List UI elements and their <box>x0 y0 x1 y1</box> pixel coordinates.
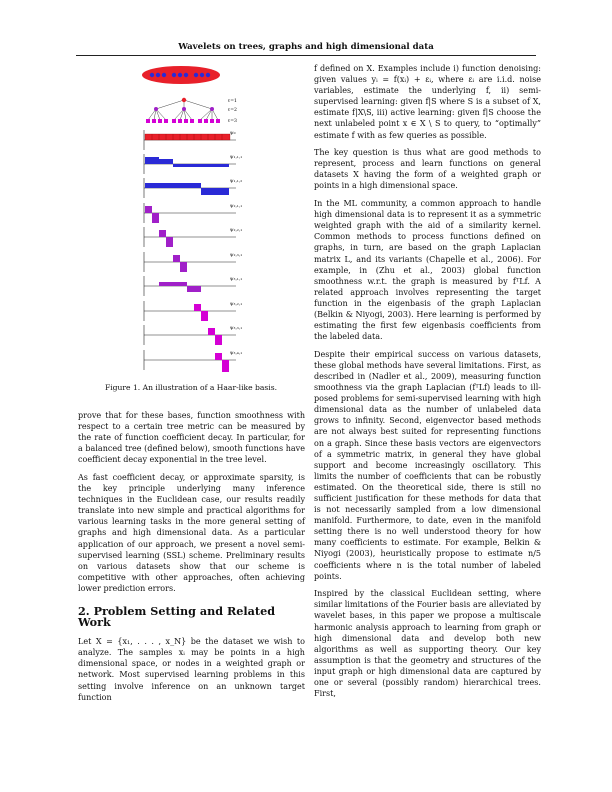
header-rule <box>76 55 536 56</box>
running-header: Wavelets on trees, graphs and high dimensional data <box>178 42 434 52</box>
basis-label-6: ψ₃,₁,₁ <box>230 277 243 282</box>
left-column <box>78 410 305 709</box>
section-heading: 2. Problem Setting and Related Work <box>78 604 276 630</box>
tree-leaf-nodes <box>146 119 220 123</box>
paragraph: prove that for these bases, function smoothness with respect to a certain tree metric can be measured by the rate of function coefficient decay. In particular, for a balanced tree (defined below), smooth functions have coefficient decay exponential in the tree level. <box>78 411 305 465</box>
paragraph: The key question is thus what are good methods to represent, process and learn functions on general datasets X having the form of a weighted graph or points in a high dimensional space. <box>314 148 541 191</box>
tree-level-2-nodes <box>154 107 214 111</box>
paragraph: Despite their empirical success on various datasets, these global methods have several limitations. First, as described in (Nadler et al., 2009), measuring function smoothness via the graph Laplacian (fᵀLf) leads to ill-posed problems for semi-supervised learning with high dimensional data as the number of unlabeled data grows to infinity. Second, eigenvector based methods are not always best suited for representing functions on a graph. Since these basis vectors are eigenvectors of a symmetric matrix, in general they have global support and become increasingly oscillatory. This limits the number of coefficients that can be robustly estimated. On the theoretical side, there is still no sufficient justification for these methods for data that is not necessarily sampled from a low dimensional manifold. Furthermore, to date, even in the manifold setting there is no well understood theory for how many coefficients to estimate. For example, Belkin & Niyogi (2003), heuristically propose to estimate n/5 coefficients where n is the total number of labeled points. <box>314 349 541 581</box>
level-label-2: ℓ=2 <box>228 108 237 113</box>
basis-label-7: ψ₃,₂,₁ <box>230 302 243 307</box>
paragraph: Inspired by the classical Euclidean setting, where similar limitations of the Fourier basis are alleviated by wavelet bases, in this paper we propose a multiscale harmonic analysis approach to learning from graph or high dimensional data and develop both new algorithms as well as supporting theory. Our key assumption is that the geometry and structures of the input graph or high dimensional data are captured by one or several (possibly random) hierarchical trees. First, <box>314 589 541 699</box>
paragraph: As fast coefficient decay, or approximate sparsity, is the key principle underlying many inference techniques in the Euclidean case, our results readily translate into new simple and practical algorithms for various learning tasks in the more general setting of graphs and high dimensional data. As a particular application of our approach, we present a novel semi-supervised learning (SSL) scheme. Preliminary results on various datasets show that our scheme is competitive with other approaches, often achieving lower prediction errors. <box>78 472 305 593</box>
basis-label-8: ψ₃,₃,₁ <box>230 326 243 331</box>
basis-label-5: ψ₂,₃,₁ <box>230 253 243 258</box>
basis-label-9: ψ₃,₄,₁ <box>230 351 243 356</box>
basis-label-3: ψ₂,₁,₁ <box>230 204 243 209</box>
level-label-3: ℓ=3 <box>228 119 237 124</box>
paragraph: Let X = {x₁, . . . , x_N} be the dataset we wish to analyze. The samples xᵢ may be points in a high dimensional space, or nodes in a weighted graph or network. Most supervised learning problems in this setting involve inference on an unknown target function <box>78 637 305 702</box>
right-column <box>314 63 541 706</box>
basis-label-4: ψ₂,₂,₁ <box>230 228 243 233</box>
tree-root-node <box>182 98 186 102</box>
basis-label-2: ψ₁,₁,₂ <box>230 179 243 184</box>
paragraph: f defined on X. Examples include i) function denoising: given values yᵢ = f(xᵢ) + εᵢ, where εᵢ are i.i.d. noise variables, estimate the underlying f, ii) semi-supervised learning: given f|S where S is a subset of X, estimate f|X\S, iii) active learning: given f|S choose the next unlabeled point x ∈ X \ S to query, to “optimally” estimate f with as few queries as possible. <box>314 64 541 140</box>
level-label-1: ℓ=1 <box>228 99 237 104</box>
figure-caption: Figure 1. An illustration of a Haar-like basis. <box>104 383 278 392</box>
haar-basis-figure <box>138 62 272 380</box>
basis-function-panels <box>144 130 242 372</box>
basis-label-1: ψ₁,₁,₁ <box>230 155 243 160</box>
basis-label-0: ψ₀ <box>230 131 236 136</box>
data-cluster <box>142 66 220 84</box>
paragraph: In the ML community, a common approach to handle high dimensional data is to represent it as a symmetric weighted graph with the aid of a similarity kernel. Common methods to process functions defined on graphs, in turn, are based on the graph Laplacian matrix L, and its variants (Chapelle et al., 2006). For example, in (Zhu et al., 2003) global function smoothness w.r.t. the graph is measured by fᵀLf. A related approach involves representing the target function in the eigenbasis of the graph Laplacian (Belkin & Niyogi, 2003). Here learning is performed by estimating the first few eigenbasis coefficients from the labeled data. <box>314 199 541 342</box>
